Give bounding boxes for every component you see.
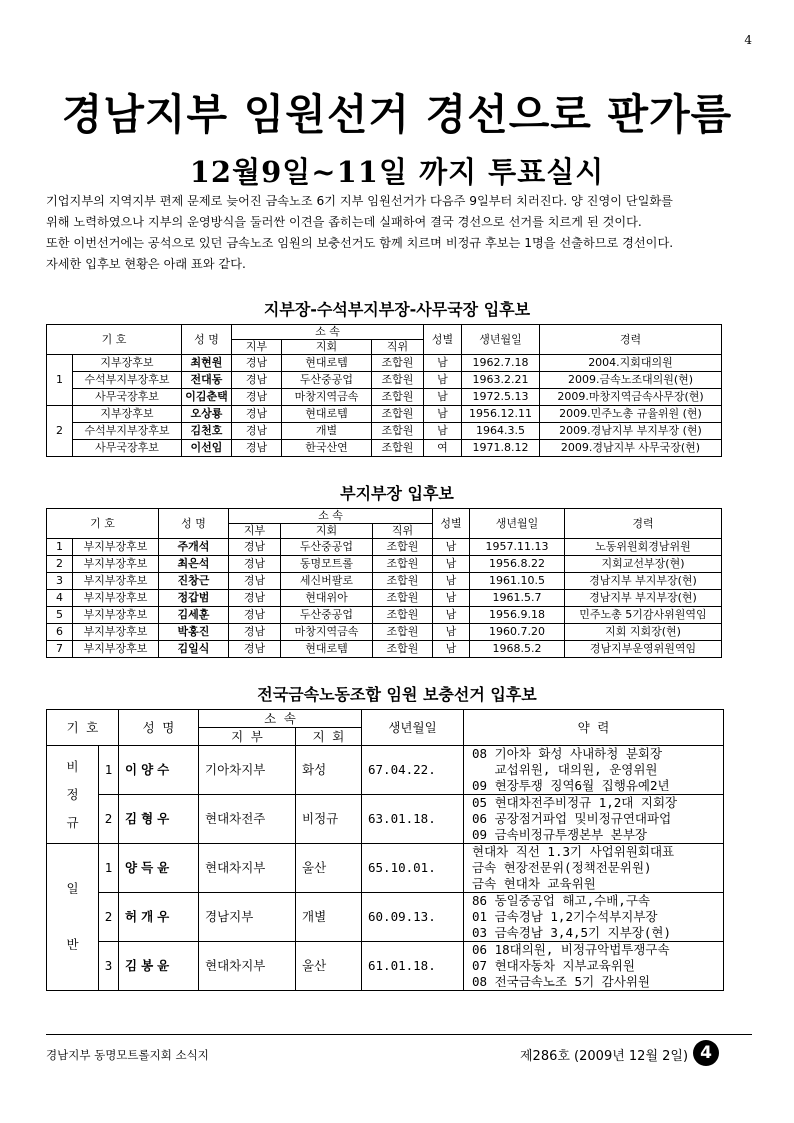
career-line: 09 현장투쟁 징역6월 집행유예2년 <box>472 778 670 793</box>
cell-branch: 경남 <box>232 440 282 457</box>
cell-birth: 1956.8.22 <box>470 556 565 573</box>
cell-branch: 현대차지부 <box>199 844 296 893</box>
cell-chapter: 한국산연 <box>282 440 372 457</box>
header-career: 약 력 <box>464 710 724 746</box>
table-row <box>47 844 724 893</box>
cell-career: 지회 지회장(현) <box>565 624 722 641</box>
cell-gender: 남 <box>424 406 462 423</box>
cell-branch: 경남 <box>232 406 282 423</box>
cell-chapter: 세신버팔로 <box>281 573 373 590</box>
cell-role: 부지부장후보 <box>73 556 159 573</box>
cell-role: 지부장후보 <box>73 355 182 372</box>
cell-position: 조합원 <box>373 539 433 556</box>
cell-birth: 65.10.01. <box>362 844 464 893</box>
cell-career <box>464 746 724 795</box>
cell-number: 2 <box>47 556 73 573</box>
cell-name: 허개우 <box>119 893 199 942</box>
cell-name: 진창근 <box>159 573 229 590</box>
cell-role: 부지부장후보 <box>73 607 159 624</box>
cell-branch: 경남 <box>229 573 281 590</box>
table-row <box>47 893 724 942</box>
cell-birth: 67.04.22. <box>362 746 464 795</box>
cell-name: 정갑범 <box>159 590 229 607</box>
cell-position: 조합원 <box>372 355 424 372</box>
cell-chapter: 두산중공업 <box>281 607 373 624</box>
cell-gender: 여 <box>424 440 462 457</box>
table-row <box>47 624 722 641</box>
subheadline: 12월9일~11일 까지 투표실시 <box>189 155 605 189</box>
cell-number: 4 <box>47 590 73 607</box>
cell-branch: 경남 <box>232 423 282 440</box>
header-affiliation: 소 속 <box>232 325 424 340</box>
cell-career: 2004.지회대의원 <box>540 355 722 372</box>
cell-role: 부지부장후보 <box>73 641 159 658</box>
cell-birth: 1968.5.2 <box>470 641 565 658</box>
cell-birth: 61.01.18. <box>362 942 464 991</box>
cell-role: 수석부지부장후보 <box>73 372 182 389</box>
candidates-table-1 <box>46 324 722 457</box>
cell-chapter: 화성 <box>296 746 362 795</box>
career-line: 86 동일중공업 해고,수배,구속 <box>472 893 650 908</box>
cell-number: 1 <box>99 844 119 893</box>
cell-number: 5 <box>47 607 73 624</box>
cell-chapter: 울산 <box>296 844 362 893</box>
header-gender: 성별 <box>433 509 470 539</box>
cell-role: 부지부장후보 <box>73 624 159 641</box>
cell-role: 부지부장후보 <box>73 573 159 590</box>
cell-name: 김형우 <box>119 795 199 844</box>
section1-heading: 지부장-수석부지부장-사무국장 입후보 <box>263 300 531 319</box>
career-line: 교섭위원, 대의원, 운영위원 <box>472 762 658 777</box>
cell-gender: 남 <box>424 389 462 406</box>
cell-career: 경남지부운영위원역임 <box>565 641 722 658</box>
cell-chapter: 동명모트롤 <box>281 556 373 573</box>
cell-birth: 1962.7.18 <box>462 355 540 372</box>
cell-gender: 남 <box>433 556 470 573</box>
cell-chapter: 마창지역금속 <box>282 389 372 406</box>
header-position: 직위 <box>372 340 424 355</box>
cell-name: 김봉윤 <box>119 942 199 991</box>
cell-chapter: 울산 <box>296 942 362 991</box>
header-career: 경력 <box>540 325 722 355</box>
cell-branch: 경남 <box>232 389 282 406</box>
cell-position: 조합원 <box>373 641 433 658</box>
cell-birth: 1964.3.5 <box>462 423 540 440</box>
cell-branch: 경남지부 <box>199 893 296 942</box>
table-row <box>47 423 722 440</box>
cell-career <box>464 893 724 942</box>
cell-name: 최현원 <box>182 355 232 372</box>
cell-gender: 남 <box>424 372 462 389</box>
cell-role: 사무국장후보 <box>73 440 182 457</box>
footer-publication: 경남지부 동명모트롤지회 소식지 <box>46 1048 209 1062</box>
cell-gender: 남 <box>433 641 470 658</box>
cell-branch: 경남 <box>229 607 281 624</box>
table-row <box>47 440 722 457</box>
cell-birth: 1957.11.13 <box>470 539 565 556</box>
cell-career: 2009.금속노조대의원(현) <box>540 372 722 389</box>
cell-position: 조합원 <box>373 590 433 607</box>
cell-branch: 경남 <box>229 539 281 556</box>
header-symbol: 기 호 <box>47 509 159 539</box>
footer-divider <box>46 1034 752 1035</box>
cell-gender: 남 <box>433 573 470 590</box>
table-row <box>47 641 722 658</box>
header-chapter: 지 회 <box>296 728 362 746</box>
group-number: 2 <box>47 406 73 457</box>
cell-career <box>464 942 724 991</box>
cell-gender: 남 <box>433 590 470 607</box>
cell-number: 6 <box>47 624 73 641</box>
cell-branch: 경남 <box>229 556 281 573</box>
cell-birth: 1972.5.13 <box>462 389 540 406</box>
cell-name: 김일식 <box>159 641 229 658</box>
cell-branch: 경남 <box>232 355 282 372</box>
header-branch: 지부 <box>232 340 282 355</box>
header-chapter: 지회 <box>281 524 373 539</box>
table-row <box>47 573 722 590</box>
cell-role: 지부장후보 <box>73 406 182 423</box>
cell-chapter: 현대로템 <box>282 406 372 423</box>
cell-career: 민주노총 5기감사위원역임 <box>565 607 722 624</box>
cell-number: 1 <box>47 539 73 556</box>
career-line: 08 기아차 화성 사내하청 분회장 <box>472 746 663 761</box>
cell-name: 최은석 <box>159 556 229 573</box>
cell-role: 부지부장후보 <box>73 590 159 607</box>
cell-position: 조합원 <box>372 406 424 423</box>
cell-career: 지회교선부장(현) <box>565 556 722 573</box>
cell-career: 경남지부 부지부장(현) <box>565 573 722 590</box>
cell-birth: 1961.5.7 <box>470 590 565 607</box>
cell-birth: 1956.9.18 <box>470 607 565 624</box>
cell-birth: 1961.10.5 <box>470 573 565 590</box>
header-birth: 생년월일 <box>362 710 464 746</box>
career-line: 05 현대차전주비정규 1,2대 지회장 <box>472 795 678 810</box>
intro-line: 또한 이번선거에는 공석으로 있던 금속노조 임원의 보충선거도 함께 치르며 비정규 후보는 1명을 선출하므로 경선이다. <box>46 236 674 250</box>
cell-name: 김천호 <box>182 423 232 440</box>
career-line: 06 공장점거파업 및비정규연대파업 <box>472 811 672 826</box>
group-label: 비 정 규 <box>47 746 99 844</box>
header-affiliation: 소 속 <box>229 509 433 524</box>
cell-chapter: 현대위아 <box>281 590 373 607</box>
cell-chapter: 개별 <box>296 893 362 942</box>
intro-line: 자세한 입후보 현황은 아래 표와 같다. <box>46 257 246 271</box>
header-symbol: 기 호 <box>47 710 119 746</box>
cell-name: 이양수 <box>119 746 199 795</box>
career-line: 03 금속경남 3,4,5기 지부장(현) <box>472 925 671 940</box>
intro-line: 위해 노력하였으나 지부의 운영방식을 둘러싼 이견을 좁히는데 실패하여 결국 경선으로 선거를 치르게 된 것이다. <box>46 215 642 229</box>
cell-name: 오상룡 <box>182 406 232 423</box>
career-line: 08 전국금속노조 5기 감사위원 <box>472 974 650 989</box>
cell-name: 이김춘택 <box>182 389 232 406</box>
header-name: 성 명 <box>182 325 232 355</box>
career-line: 09 금속비정규투쟁본부 본부장 <box>472 827 648 842</box>
table-row <box>47 355 722 372</box>
table-row <box>47 795 724 844</box>
cell-birth: 1956.12.11 <box>462 406 540 423</box>
career-line: 06 18대의원, 비정규악법투쟁구속 <box>472 942 670 957</box>
cell-career <box>464 795 724 844</box>
footer-issue: 제286호 (2009년 12월 2일) <box>520 1049 689 1064</box>
header-position: 직위 <box>373 524 433 539</box>
career-line: 01 금속경남 1,2기수석부지부장 <box>472 909 658 924</box>
cell-gender: 남 <box>433 624 470 641</box>
cell-name: 양득윤 <box>119 844 199 893</box>
cell-position: 조합원 <box>372 423 424 440</box>
cell-branch: 경남 <box>232 372 282 389</box>
cell-birth: 63.01.18. <box>362 795 464 844</box>
candidates-table-2 <box>46 508 722 658</box>
table-row <box>47 942 724 991</box>
cell-birth: 1963.2.21 <box>462 372 540 389</box>
cell-career <box>464 844 724 893</box>
cell-birth: 60.09.13. <box>362 893 464 942</box>
cell-number: 2 <box>99 893 119 942</box>
table-row <box>47 539 722 556</box>
cell-career: 2009.민주노총 규율위원 (현) <box>540 406 722 423</box>
intro-paragraph <box>46 191 752 275</box>
header-name: 성 명 <box>159 509 229 539</box>
section2-heading: 부지부장 입후보 <box>340 484 454 503</box>
cell-career: 2009.마창지역금속사무장(현) <box>540 389 722 406</box>
cell-position: 조합원 <box>372 372 424 389</box>
header-birth: 생년월일 <box>470 509 565 539</box>
header-career: 경력 <box>565 509 722 539</box>
table-row <box>47 746 724 795</box>
cell-position: 조합원 <box>373 573 433 590</box>
cell-career: 경남지부 부지부장(현) <box>565 590 722 607</box>
header-gender: 성별 <box>424 325 462 355</box>
career-line: 금속 현장전문위(정책전문위원) <box>472 860 652 875</box>
cell-branch: 현대차전주 <box>199 795 296 844</box>
career-line: 금속 현대차 교육위원 <box>472 876 596 891</box>
cell-name: 주개석 <box>159 539 229 556</box>
cell-position: 조합원 <box>372 440 424 457</box>
table-row <box>47 406 722 423</box>
cell-career: 2009.경남지부 사무국장(현) <box>540 440 722 457</box>
career-line: 현대차 직선 1.3기 사업위원회대표 <box>472 844 675 859</box>
footer-page-badge: 4 <box>693 1040 719 1066</box>
cell-position: 조합원 <box>373 607 433 624</box>
headline: 경남지부 임원선거 경선으로 판가름 <box>61 90 733 139</box>
header-birth: 생년월일 <box>462 325 540 355</box>
cell-position: 조합원 <box>372 389 424 406</box>
cell-gender: 남 <box>424 355 462 372</box>
header-symbol: 기 호 <box>47 325 182 355</box>
cell-chapter: 현대로템 <box>281 641 373 658</box>
cell-name: 전대동 <box>182 372 232 389</box>
career-line: 07 현대자동차 지부교육위원 <box>472 958 635 973</box>
section3-heading: 전국금속노동조합 임원 보충선거 입후보 <box>257 685 537 704</box>
header-branch: 지부 <box>229 524 281 539</box>
header-branch: 지 부 <box>199 728 296 746</box>
cell-branch: 경남 <box>229 641 281 658</box>
cell-chapter: 두산중공업 <box>282 372 372 389</box>
table-row <box>47 590 722 607</box>
cell-name: 이선임 <box>182 440 232 457</box>
cell-chapter: 마창지역금속 <box>281 624 373 641</box>
cell-gender: 남 <box>433 539 470 556</box>
table-row <box>47 607 722 624</box>
header-chapter: 지회 <box>282 340 372 355</box>
cell-gender: 남 <box>424 423 462 440</box>
cell-chapter: 두산중공업 <box>281 539 373 556</box>
header-affiliation: 소 속 <box>199 710 362 728</box>
cell-birth: 1960.7.20 <box>470 624 565 641</box>
cell-role: 부지부장후보 <box>73 539 159 556</box>
cell-career: 노동위원회경남위원 <box>565 539 722 556</box>
cell-name: 김세훈 <box>159 607 229 624</box>
cell-role: 수석부지부장후보 <box>73 423 182 440</box>
table-row <box>47 389 722 406</box>
page-number-top: 4 <box>744 33 752 47</box>
cell-gender: 남 <box>433 607 470 624</box>
candidates-table-3 <box>46 709 724 991</box>
cell-number: 7 <box>47 641 73 658</box>
table-row <box>47 372 722 389</box>
cell-position: 조합원 <box>373 556 433 573</box>
cell-chapter: 비정규 <box>296 795 362 844</box>
cell-name: 박홍진 <box>159 624 229 641</box>
cell-role: 사무국장후보 <box>73 389 182 406</box>
group-number: 1 <box>47 355 73 406</box>
cell-chapter: 개별 <box>282 423 372 440</box>
cell-branch: 경남 <box>229 590 281 607</box>
cell-branch: 현대차지부 <box>199 942 296 991</box>
table-row <box>47 556 722 573</box>
cell-chapter: 현대로템 <box>282 355 372 372</box>
intro-line: 기업지부의 지역지부 편제 문제로 늦어진 금속노조 6기 지부 임원선거가 다음주 9일부터 치러진다. 양 진영이 단일화를 <box>46 194 673 208</box>
cell-number: 3 <box>47 573 73 590</box>
cell-career: 2009.경남지부 부지부장 (현) <box>540 423 722 440</box>
cell-branch: 경남 <box>229 624 281 641</box>
cell-branch: 기아차지부 <box>199 746 296 795</box>
cell-birth: 1971.8.12 <box>462 440 540 457</box>
cell-number: 3 <box>99 942 119 991</box>
cell-number: 1 <box>99 746 119 795</box>
group-label: 일 반 <box>47 844 99 991</box>
cell-number: 2 <box>99 795 119 844</box>
header-name: 성 명 <box>119 710 199 746</box>
cell-position: 조합원 <box>373 624 433 641</box>
